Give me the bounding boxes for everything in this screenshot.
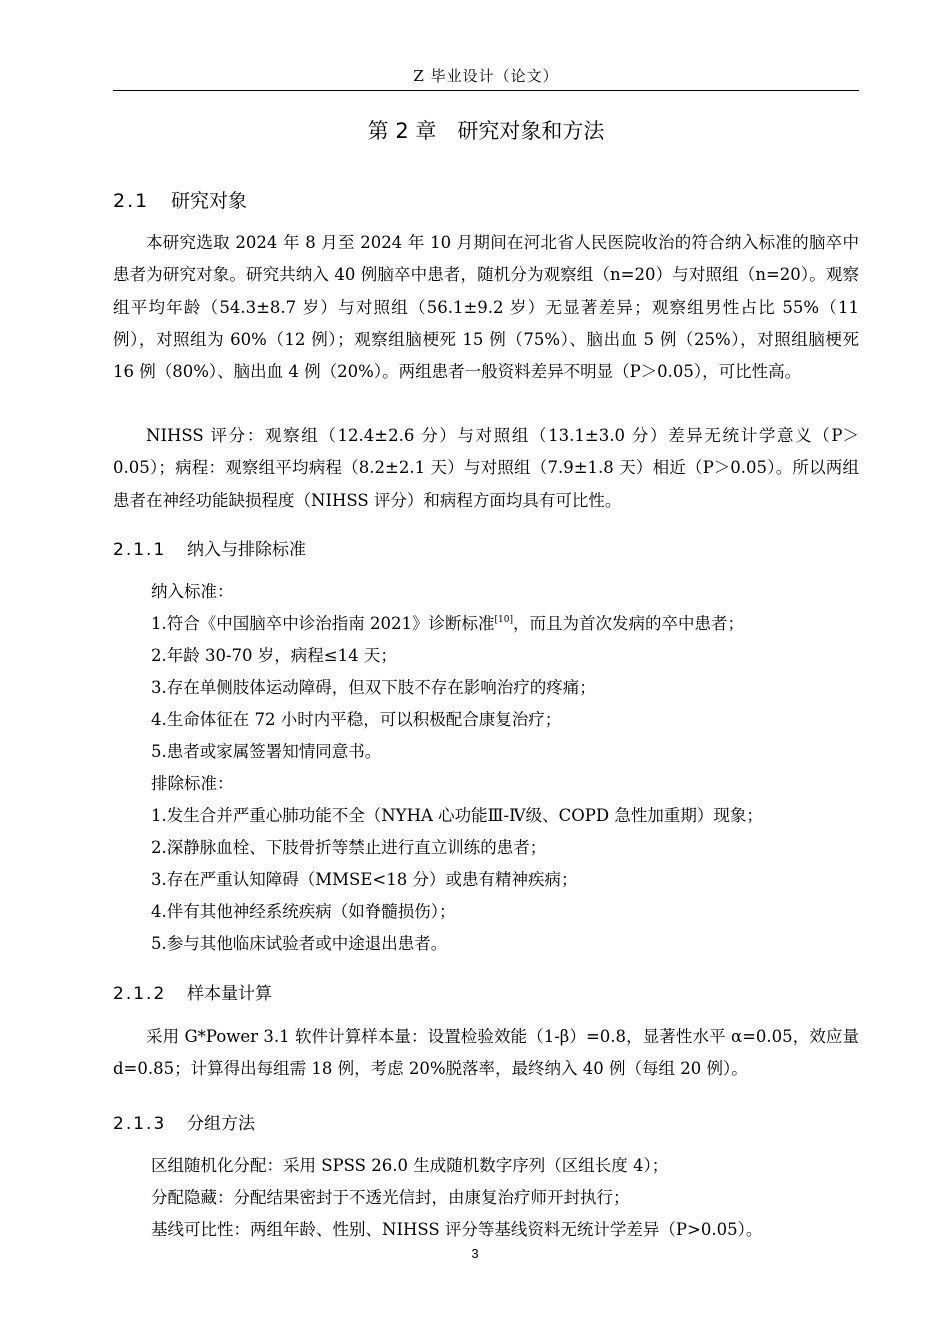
chapter-title: 第 2 章 研究对象和方法: [367, 119, 605, 143]
section-heading-2-1-1: [113, 537, 306, 563]
inclusion-heading: 纳入标准：: [151, 582, 234, 601]
section-title: 分组方法: [187, 1114, 255, 1134]
inclusion-item-text: 1.符合《中国脑卒中诊治指南 2021》诊断标准: [151, 614, 495, 633]
section-title: 纳入与排除标准: [187, 540, 306, 560]
exclusion-item: 5.参与其他临床试验者或中途退出患者。: [151, 934, 448, 953]
grouping-line: 基线可比性：两组年龄、性别、NIHSS 评分等基线资料无统计学差异（P>0.05）。: [151, 1220, 763, 1239]
exclusion-item: 4.伴有其他神经系统疾病（如脊髓损伤）；: [151, 902, 456, 921]
running-header: Z 毕业设计（论文）: [413, 67, 559, 85]
inclusion-item-text: ，而且为首次发病的卒中患者；: [512, 614, 744, 633]
inclusion-item: [151, 608, 744, 643]
exclusion-item: 1.发生合并严重心肺功能不全（NYHA 心功能Ⅲ-Ⅳ级、COPD 急性加重期）现象；: [151, 806, 763, 825]
section-heading-2-1-3: [113, 1111, 255, 1137]
inclusion-item: 4.生命体征在 72 小时内平稳，可以积极配合康复治疗；: [151, 710, 562, 729]
section-number: 2.1.3: [113, 1114, 167, 1134]
paragraph-study-subjects: 本研究选取 2024 年 8 月至 2024 年 10 月期间在河北省人民医院收治的符合纳入标准的脑卒中患者为研究对象。研究共纳入 40 例脑卒中患者，随机分为观察组（n=20）与对照组（n=20）。观察组平均年龄（54.3±8.7 岁）与对照组（56.1±9.2 岁）无显著差异；观察组男性占比 55%（11 例），对照组为 60%（12 例）；观察组脑梗死 15 例（75%）、脑出血 5 例（25%），对照组脑梗死 16 例（80%）、脑出血 4 例（20%）。两组患者一般资料差异不明显（P＞0.05），可比性高。: [113, 233, 859, 382]
section-heading-2-1-2: [113, 981, 272, 1007]
exclusion-item: 3.存在严重认知障碍（MMSE<18 分）或患有精神疾病；: [151, 870, 578, 889]
section-number: 2.1: [113, 190, 150, 212]
header-divider: [113, 90, 859, 91]
inclusion-item: 5.患者或家属签署知情同意书。: [151, 742, 382, 761]
citation-ref[interactable]: [10]: [494, 615, 513, 625]
section-title: 样本量计算: [187, 984, 272, 1004]
section-number: 2.1.2: [113, 984, 167, 1004]
grouping-line: 分配隐藏：分配结果密封于不透光信封，由康复治疗师开封执行；: [151, 1188, 630, 1207]
section-heading-2-1: [113, 187, 247, 215]
paragraph-nihss: NIHSS 评分：观察组（12.4±2.6 分）与对照组（13.1±3.0 分）差异无统计学意义（P＞0.05）；病程：观察组平均病程（8.2±2.1 天）与对照组（7.9±1.8 天）相近（P＞0.05）。所以两组患者在神经功能缺损程度（NIHSS 评分）和病程方面均具有可比性。: [113, 426, 859, 510]
exclusion-heading: 排除标准：: [151, 774, 234, 793]
section-title: 研究对象: [171, 190, 248, 212]
inclusion-item: 3.存在单侧肢体运动障碍，但双下肢不存在影响治疗的疼痛；: [151, 678, 596, 697]
inclusion-item: 2.年龄 30-70 岁，病程≤14 天；: [151, 646, 397, 665]
grouping-line: 区组随机化分配：采用 SPSS 26.0 生成随机数字序列（区组长度 4）；: [151, 1156, 669, 1175]
section-number: 2.1.1: [113, 540, 167, 560]
page-number: 3: [471, 1246, 479, 1261]
exclusion-item: 2.深静脉血栓、下肢骨折等禁止进行直立训练的患者；: [151, 838, 547, 857]
paragraph-sample-size: 采用 G*Power 3.1 软件计算样本量：设置检验效能（1-β）=0.8，显著性水平 α=0.05，效应量 d=0.85；计算得出每组需 18 例，考虑 20%脱落率，最终纳入 40 例（每组 20 例）。: [113, 1027, 859, 1079]
